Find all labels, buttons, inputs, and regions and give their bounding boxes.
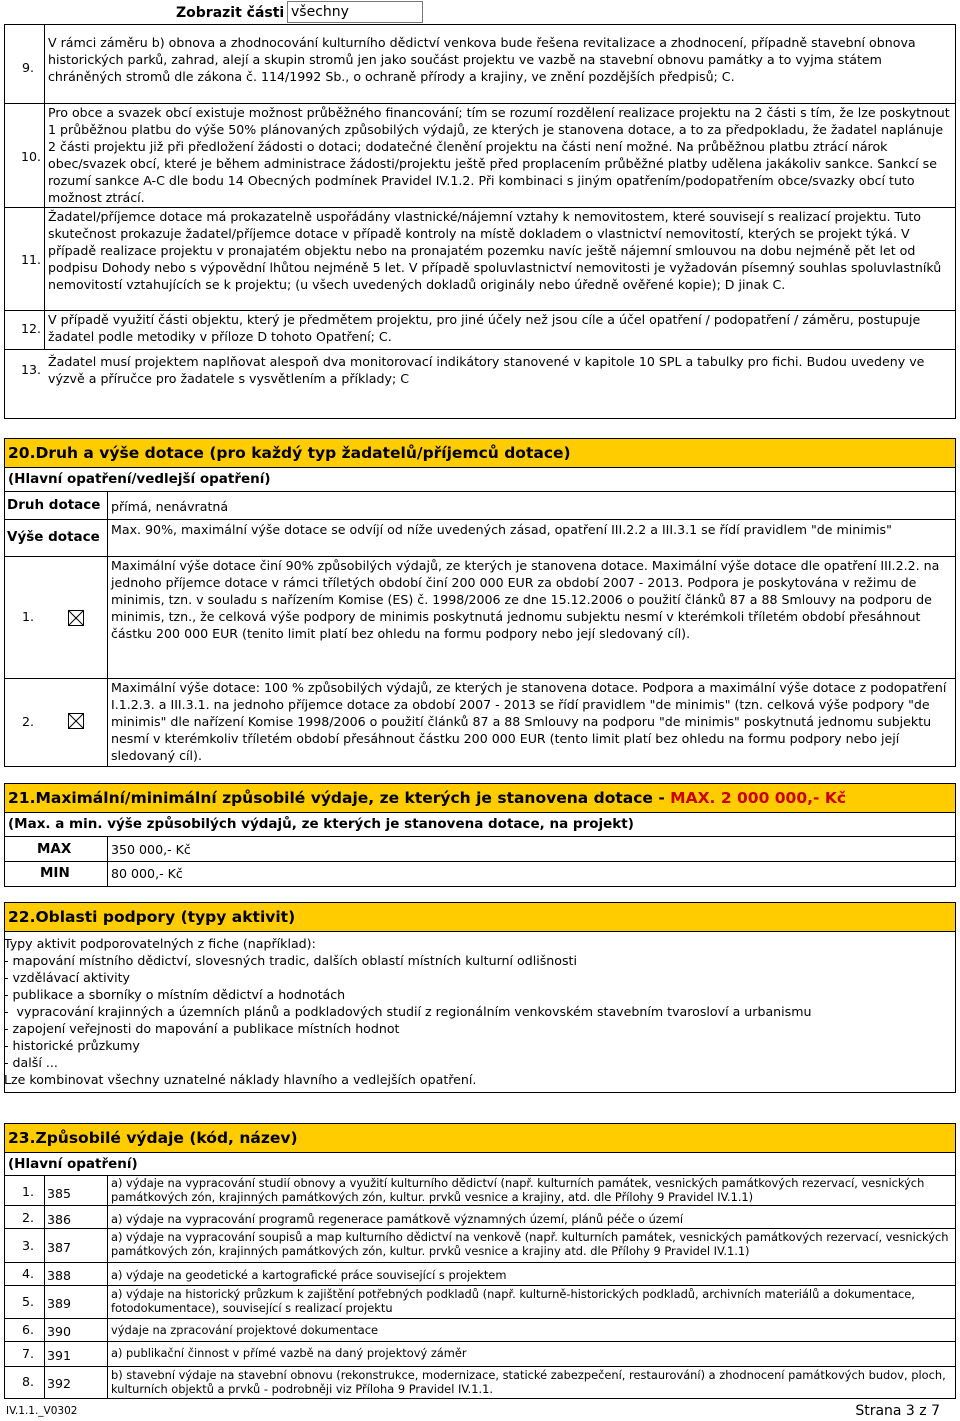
condition-number: 12.	[21, 321, 42, 336]
druh-dotace-value: přímá, nenávratná	[111, 499, 229, 514]
footer-page: Strana 3 z 7	[855, 1403, 940, 1419]
rule-number: 1.	[22, 609, 35, 624]
expense-text: a) výdaje na vypracování studií obnovy a využití kulturního dědictví (např. kulturních památek, vesnických památkových rezervací, vesnických památkových zón, krajinných památkových zón, kultur. prvků vesnice a krajiny, atd. dle Přílohy 9 Pravidel IV.1.1)	[111, 1176, 925, 1204]
section-21-max-amount: MAX. 2 000 000,- Kč	[670, 789, 847, 807]
activity-line: - zapojení veřejnosti do mapování a publikace místních hodnot	[4, 1021, 400, 1036]
activity-line: Typy aktivit podporovatelných z fiche (například):	[4, 936, 316, 951]
section-20-subtitle: (Hlavní opatření/vedlejší opatření)	[4, 467, 956, 492]
expense-text: výdaje na zpracování projektové dokumentace	[111, 1323, 379, 1337]
expense-number: 6.	[22, 1322, 35, 1337]
min-label: MIN	[40, 865, 70, 881]
activity-line: Lze kombinovat všechny uznatelné náklady hlavního a vedlejších opatření.	[4, 1072, 477, 1087]
section-23-title: 23.Způsobilé výdaje (kód, název)	[4, 1123, 956, 1153]
filter-select[interactable]	[287, 1, 423, 23]
expense-number: 4.	[22, 1266, 35, 1281]
activity-line: - vzdělávací aktivity	[4, 970, 130, 985]
druh-dotace-label: Druh dotace	[7, 497, 101, 513]
condition-number: 11.	[21, 252, 42, 267]
expense-text: a) publikační činnost v přímé vazbě na daný projektový záměr	[111, 1346, 467, 1360]
filter-label: Zobrazit části	[176, 5, 285, 21]
activity-line: - vypracování krajinných a územních plánů a podkladových studií z regionálním venkovském stavebním tvarosloví a urbanismu	[4, 1004, 812, 1019]
expense-number: 2.	[22, 1210, 35, 1225]
expense-code: 386	[47, 1212, 72, 1227]
checked-box-icon	[68, 713, 84, 729]
max-value: 350 000,- Kč	[111, 842, 191, 857]
footer-code: IV.1.1._V0302	[6, 1405, 78, 1417]
expense-number: 3.	[22, 1238, 35, 1253]
section-21-title-text: 21.Maximální/minimální způsobilé výdaje, ze kterých je stanovena dotace -	[8, 789, 671, 807]
activity-line: - publikace a sborníky o místním dědictví a hodnotách	[4, 987, 346, 1002]
section-23-subtitle: (Hlavní opatření)	[4, 1152, 956, 1176]
rule-number: 2.	[22, 714, 35, 729]
filter-select-value: všechny	[291, 4, 349, 20]
max-label: MAX	[37, 841, 72, 857]
expense-code: 387	[47, 1240, 72, 1255]
expense-code: 385	[47, 1186, 72, 1201]
section-22-title: 22.Oblasti podpory (typy aktivit)	[4, 902, 956, 932]
activity-line: - další ...	[4, 1055, 58, 1070]
min-value: 80 000,- Kč	[111, 866, 183, 881]
condition-number: 13.	[21, 362, 42, 377]
condition-text: Žadatel/příjemce dotace má prokazatelně uspořádány vlastnické/nájemní vztahy k nemovitostem, které souvisejí s realizací projektu. Tuto skutečnost prokazuje žadatel/příjemce dotace v případě kontroly na místě dokladem o vlastnictví nemovitostí, kterých se projekt týká. V případě realizace projektu v pronajatém objektu nebo na pronajatém pozemku navíc ještě nájemní smlouvou na dobu nejméně pět let od podpisu Dohody nebo s výpovědní lhůtou nejméně 5 let. V případě spoluvlastnictví nemovitosti je vyžadován písemný souhlas spoluvlastníků nemovitostí vztahujících se k projektu; (u všech uvedených dokladů originály nebo úředně ověřené kopie); D jinak C.	[48, 209, 942, 292]
activity-types-text	[4, 935, 952, 1088]
rule-text: Maximální výše dotace: 100 % způsobilých výdajů, ze kterých je stanovena dotace. Podpora a maximální výše dotace z podopatření I.1.2.3. a III.3.1. na jednoho příjemce dotace za období 2007 - 2013 se řídí pravidlem "de minimis" (tzn. celková výše podpory "de minimis" dle nařízení Komise 1998/2006 o použití článků 87 a 88 Smlouvy na podporu "de minimis" poskytnutá jednomu subjektu nesmí v kterémkoliv tříletém období přesáhnout částku 200 000 EUR (tento limit platí bez ohledu na formu podpory nebo její sledovaný cíl).	[111, 680, 947, 763]
expense-text: b) stavební výdaje na stavební obnovu (rekonstrukce, modernizace, statické zabezpečení, restaurování) a zhodnocení památkových budov, ploch, kulturních objektů a prvků - podrobněji viz Příloha 9 Pravidel IV.1.1.	[111, 1368, 946, 1396]
activity-line: - mapování místního dědictví, slovesných tradic, dalších oblastí místních kulturní odlišnosti	[4, 953, 577, 968]
expense-code: 389	[47, 1296, 72, 1311]
section-21-title	[4, 783, 956, 813]
expense-code: 392	[47, 1376, 72, 1391]
section-20-title: 20.Druh a výše dotace (pro každý typ žadatelů/příjemců dotace)	[4, 438, 956, 468]
activity-line: - historické průzkumy	[4, 1038, 140, 1053]
expense-text: a) výdaje na historický průzkum k zajištění potřebných podkladů (např. kulturně-historických podkladů, archivních materiálů a dokumentace, fotodokumentace), související s realizací projektu	[111, 1287, 915, 1315]
vyse-dotace-value: Max. 90%, maximální výše dotace se odvíjí od níže uvedených zásad, opatření III.2.2 a III.3.1 se řídí pravidlem "de minimis"	[111, 522, 892, 537]
condition-text: V rámci záměru b) obnova a zhodnocování kulturního dědictví venkova bude řešena revitalizace a zhodnocení, případně stavební obnova historických parků, zahrad, alejí a skupin stromů jen jako součást projektu ve vazbě na stavební obnovu památky a to vyjma státem chráněných stromů dle zákona č. 114/1992 Sb., o ochraně přírody a krajiny, ve znění pozdějších předpisů; C.	[48, 35, 916, 84]
expense-number: 7.	[22, 1346, 35, 1361]
rule-text: Maximální výše dotace činí 90% způsobilých výdajů, ze kterých je stanovena dotace. Maximální výše dotace dle opatření III.2.2. na jednoho příjemce dotace v rámci tříletých období činí 200 000 EUR za období 2007 - 2013. Podpora je poskytována v režimu de minimis, tzn. v souladu s nařízením Komise (ES) č. 1998/2006 ze dne 15.12.2006 o použití článků 87 a 88 Smlouvy na podporu de minimis, tzn., že celková výše podpory de minimis poskytnutá jednomu subjektu nesmí v kterémkoli tříletém období přesáhnout částku 200 000 EUR (tenito limit platí bez ohledu na formu podpory nebo její sledovaný cíl).	[111, 558, 940, 641]
expense-number: 1.	[22, 1184, 35, 1199]
condition-number: 9.	[22, 60, 35, 75]
expense-text: a) výdaje na vypracování soupisů a map kulturního dědictví na venkově (např. kulturních památek, vesnických památkových rezervací, vesnických památkových zón, krajinných památkových zón, kultur. prvků vesnice a krajiny atd. dle Přílohy 9 Pravidel IV.1.1)	[111, 1230, 949, 1258]
expense-number: 5.	[22, 1294, 35, 1309]
expense-code: 390	[47, 1324, 72, 1339]
condition-number: 10.	[21, 149, 42, 164]
condition-text: Žadatel musí projektem naplňovat alespoň dva monitorovací indikátory stanovené v kapitole 10 SPL a tabulky pro fichi. Budou uvedeny ve výzvě a příručce pro žadatele s vysvětlením a příklady; C	[48, 354, 925, 386]
expense-text: a) výdaje na geodetické a kartografické práce související s projektem	[111, 1268, 507, 1282]
checked-box-icon	[68, 610, 84, 626]
expense-text: a) výdaje na vypracování programů regenerace památkově významných území, plánů péče o území	[111, 1212, 684, 1226]
expense-number: 8.	[22, 1374, 35, 1389]
condition-text: V případě využití části objektu, který je předmětem projektu, pro jiné účely než jsou cíle a účel opatření / podopatření / záměru, postupuje žadatel podle metodiky v příloze D tohoto Opatření; C.	[48, 312, 921, 344]
expense-code: 388	[47, 1268, 72, 1283]
vyse-dotace-label: Výše dotace	[7, 529, 100, 545]
section-21-subtitle: (Max. a min. výše způsobilých výdajů, ze kterých je stanovena dotace, na projekt)	[4, 812, 956, 837]
expense-code: 391	[47, 1348, 72, 1363]
condition-text: Pro obce a svazek obcí existuje možnost průběžného financování; tím se rozumí rozdělení realizace projektu na 2 části s tím, že lze poskytnout 1 průběžnou platbu do výše 50% plánovaných způsobilých výdajů, ze kterých je stanovena dotace, a to za předpokladu, že žadatel naplánuje 2 části projektu již při předložení žádosti o dotaci; dodatečné členění projektu na části není možné. Na průběžnou platbu ztrácí nárok obec/svazek obcí, které je během administrace žádosti/projektu ještě před proplacením průběžné platby udělena jakákoliv sankce. Sankcí se rozumí sankce A-C dle bodu 14 Obecných podmínek Pravidel IV.1.2. Při kombinaci s jiným opatřením/podopatřením obce/svazky obcí tuto možnost ztrácí.	[48, 105, 950, 205]
